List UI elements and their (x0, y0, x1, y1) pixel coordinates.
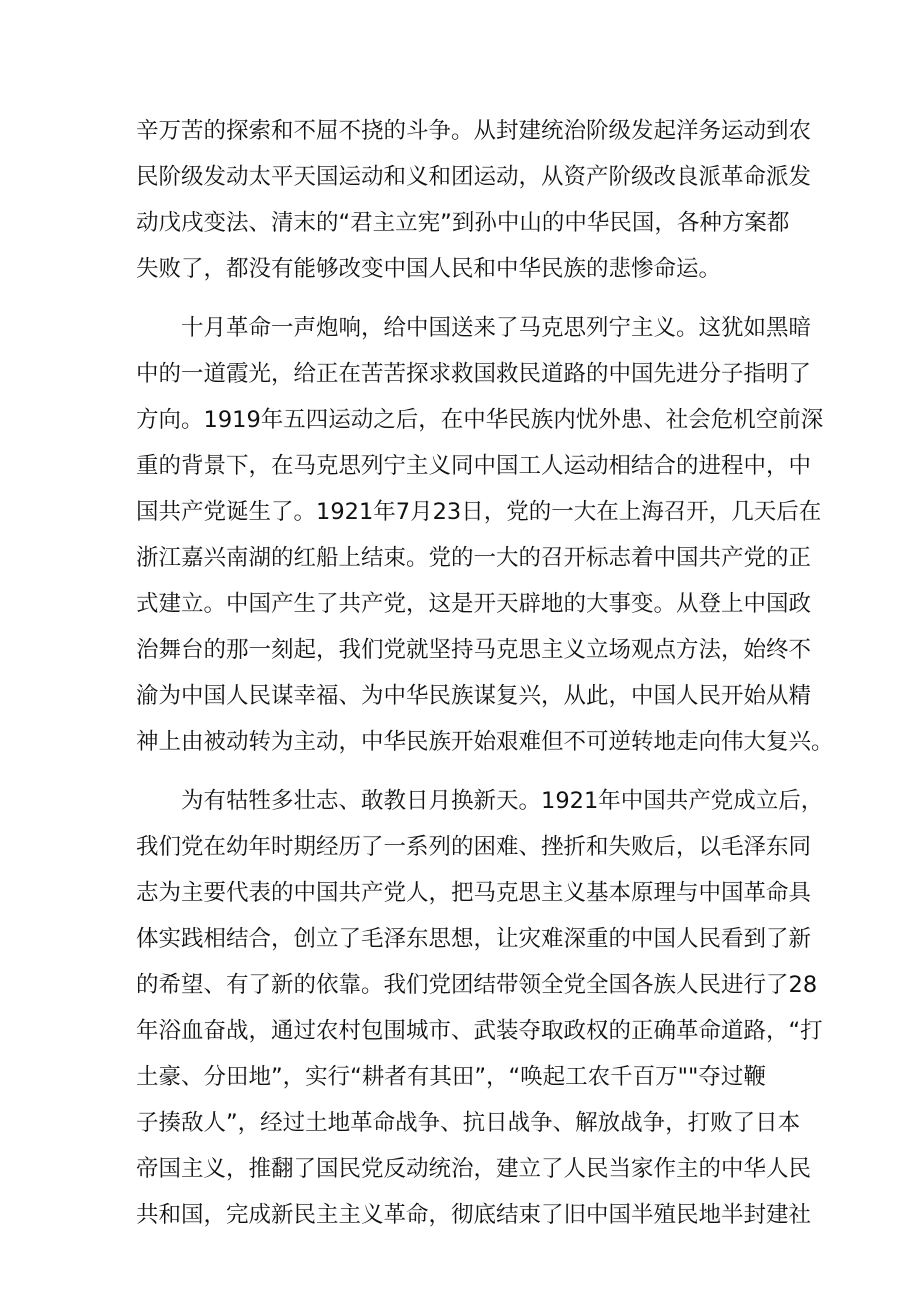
text-line: 体实践相结合，创立了毛泽东思想，让灾难深重的中国人民看到了新 (136, 926, 812, 952)
text-line: 为有牯牲多壮志、敢教日月换新天。1921年中国共产党成立后， (181, 788, 824, 814)
text-line: 式建立。中国产生了共产党，这是开天辟地的大事变。从登上中国政 (136, 591, 812, 617)
text-line: 土豪、分田地”，实行“耕者有其田”，“唤起工农千百万""夺过鞭 (136, 1064, 766, 1090)
text-line: 十月革命一声炮响，给中国送来了马克思列宁主义。这犹如黑暗 (181, 315, 812, 341)
text-line: 我们党在幼年时期经历了一系列的困难、挫折和失败后，以毛泽东同 (136, 834, 812, 860)
text-line: 渝为中国人民谋幸福、为中华民族谋复兴，从此，中国人民开始从精 (136, 683, 812, 709)
paragraph-1 (136, 108, 812, 292)
text-line: 浙江嘉兴南湖的红船上结束。党的一大的召开标志着中国共产党的正 (136, 545, 812, 571)
text-line: 子揍敌人”，经过土地革命战争、抗日战争、解放战争，打败了日本 (136, 1110, 801, 1136)
text-line: 中的一道霞光，给正在苦苦探求救国救民道路的中国先进分子指明了 (136, 361, 812, 387)
text-line: 重的背景下，在马克思列宁主义同中国工人运动相结合的进程中，中 (136, 453, 812, 479)
paragraph-3 (136, 778, 824, 1238)
text-line: 治舞台的那一刻起，我们党就坚持马克思主义立场观点方法，始终不 (136, 637, 812, 663)
text-line: 国共产党诞生了。1921年7月23日，党的一大在上海召开，几天后在 (136, 499, 822, 525)
text-line: 民阶级发动太平天国运动和义和团运动，从资产阶级改良派革命派发 (136, 164, 812, 190)
text-line: 辛万苦的探索和不屈不挠的斗争。从封建统治阶级发起洋务运动到农 (136, 118, 812, 144)
paragraph-2 (136, 305, 834, 765)
text-line: 共和国，完成新民主主义革命，彻底结束了旧中国半殖民地半封建社 (136, 1202, 812, 1228)
text-line: 帝国主义，推翻了国民党反动统治，建立了人民当家作主的中华人民 (136, 1156, 812, 1182)
text-line: 神上由被动转为主动，中华民族开始艰难但不可逆转地走向伟大复兴。 (136, 729, 834, 755)
text-line: 年浴血奋战，通过农村包围城市、武装夺取政权的正确革命道路，“打 (136, 1018, 823, 1044)
text-line: 失败了，都没有能够改变中国人民和中华民族的悲惨命运。 (136, 256, 722, 282)
text-line: 的希望、有了新的依靠。我们党团结带领全党全国各族人民进行了28 (136, 972, 818, 998)
text-line: 志为主要代表的中国共产党人，把马克思主义基本原理与中国革命具 (136, 880, 812, 906)
text-line: 动戊戌变法、清末的“君主立宪”到孙中山的中华民国，各种方案都 (136, 210, 790, 236)
text-line: 方向。1919年五四运动之后，在中华民族内忧外患、社会危机空前深 (136, 407, 824, 433)
